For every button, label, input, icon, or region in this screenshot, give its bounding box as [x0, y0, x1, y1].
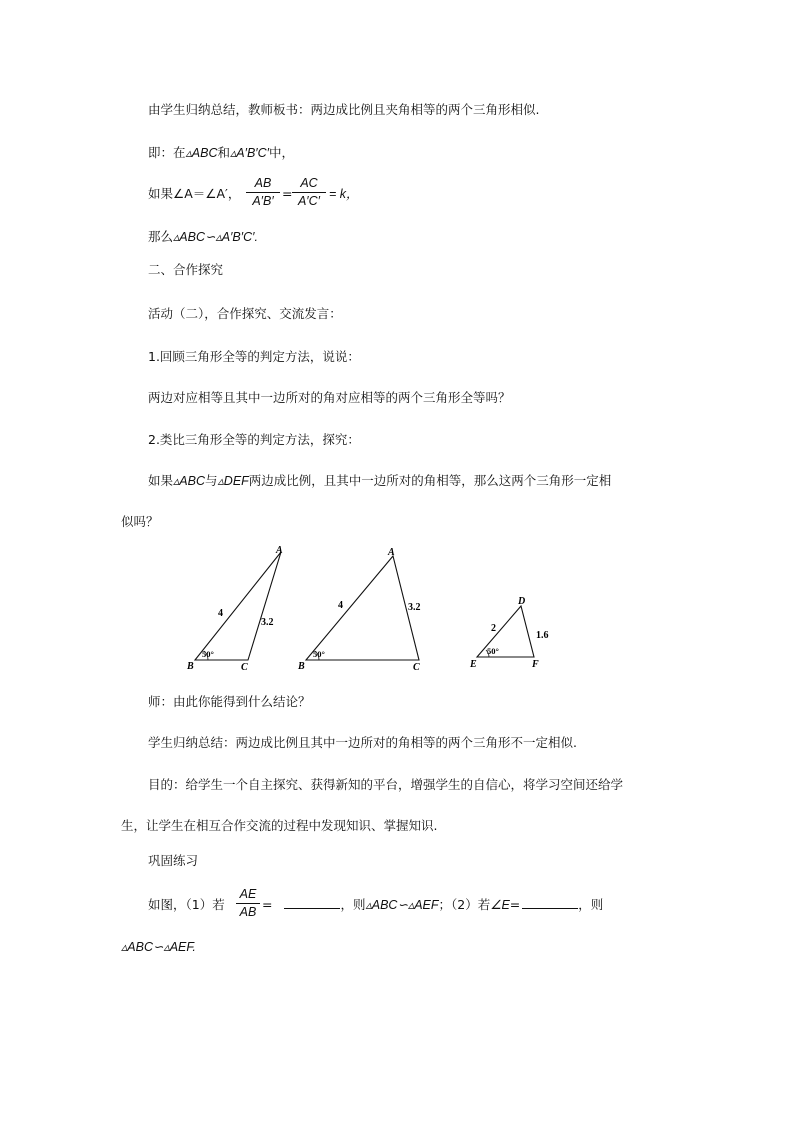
ratio-k: = k，: [329, 187, 359, 201]
condition-and: 和: [217, 145, 231, 160]
t1-angle: 50°: [202, 649, 214, 659]
triangle-1: [195, 552, 281, 660]
student-summary: 学生归纳总结：两边成比例且其中一边所对的角相等的两个三角形不一定相似.: [148, 735, 577, 750]
fraction-ac-over-ac-prime: [292, 176, 326, 209]
t3-side-de: 2: [491, 623, 496, 634]
question-1-body: 两边对应相等且其中一边所对的角对应相等的两个三角形全等吗？: [148, 390, 511, 405]
exercise-then-1: ，则: [340, 897, 366, 912]
condition-suffix: 中，: [269, 145, 295, 160]
triangle-abc-prime: ▵A′B′C′: [230, 146, 270, 160]
fraction-numerator: AB: [254, 176, 272, 190]
triangle-abc: ▵ABC: [173, 474, 205, 488]
t2-label-c: C: [413, 662, 420, 673]
conclusion-similar: [148, 229, 258, 245]
triangle-2: [306, 556, 419, 660]
exercise-then-2: ，则: [578, 897, 604, 912]
activity-title: 活动（二），合作探究、交流发言：: [148, 306, 342, 321]
fraction-numerator: AC: [300, 176, 318, 190]
fraction-denominator: A′B′: [252, 194, 274, 208]
fraction-denominator: AB: [239, 905, 257, 919]
question-2-body-cont: 似吗？: [121, 514, 159, 529]
t1-side-ac: 3.2: [261, 617, 274, 628]
equals-sign: =: [282, 186, 293, 201]
conclusion-prefix: 那么: [148, 229, 174, 244]
fraction-numerator: AE: [239, 887, 257, 901]
answer-blank-1[interactable]: [284, 908, 340, 909]
practice-heading: 巩固练习: [148, 853, 199, 868]
fraction-bar: [246, 192, 280, 193]
triangle-def: ▵DEF: [217, 474, 249, 488]
section-heading: 二、合作探究: [148, 262, 224, 277]
t3-angle: 50°: [487, 646, 499, 656]
t2-label-a: A: [388, 547, 395, 558]
t3-label-d: D: [518, 596, 526, 607]
q2-prefix: 如果: [148, 473, 174, 488]
question-1: 1.回顾三角形全等的判定方法，说说：: [148, 349, 360, 364]
exercise-line-1: [262, 897, 603, 913]
triangle-3: [477, 606, 534, 657]
t2-side-ac: 3.2: [408, 602, 421, 613]
t1-label-c: C: [241, 662, 248, 673]
t1-label-a: A: [276, 545, 283, 556]
purpose-line-1: 目的：给学生一个自主探究、获得新知的平台，增强学生的自信心，将学习空间还给学: [148, 777, 624, 792]
q2-rest: 两边成比例，且其中一边所对的角相等，那么这两个三角形一定相: [248, 473, 612, 488]
t2-angle: 50°: [313, 649, 325, 659]
t2-side-ab: 4: [338, 600, 343, 611]
condition-angle: 如果∠A＝∠A′，: [148, 186, 241, 201]
equals-sign: =: [262, 897, 273, 912]
condition-intro: [148, 145, 294, 161]
fraction-bar: [236, 903, 260, 904]
answer-blank-2[interactable]: [522, 908, 578, 909]
t1-label-b: B: [187, 661, 194, 672]
triangle-abc: ▵ABC: [185, 146, 218, 160]
fraction-bar: [292, 192, 326, 193]
condition-prefix: 即：在: [148, 145, 186, 160]
angle-e: ∠E: [490, 898, 510, 912]
triangles-figure: [180, 540, 560, 680]
equals-sign-2: =: [509, 897, 521, 912]
fraction-ae-over-ab: [236, 887, 260, 920]
t3-label-e: E: [470, 659, 477, 670]
summary-theorem: 由学生归纳总结，教师板书：两边成比例且夹角相等的两个三角形相似.: [148, 102, 540, 117]
t3-side-df: 1.6: [536, 630, 549, 641]
teacher-question: 师：由此你能得到什么结论？: [148, 694, 311, 709]
t1-side-ab: 4: [218, 608, 223, 619]
similarity-relation-1: ▵ABC∽▵AEF: [365, 898, 439, 912]
fraction-ab-over-ab-prime: [246, 176, 280, 209]
fraction-denominator: A′C′: [297, 194, 321, 208]
question-2: 2.类比三角形全等的判定方法，探究：: [148, 432, 360, 447]
q2-mid: 与: [205, 473, 218, 488]
purpose-line-2: 生，让学生在相互合作交流的过程中发现知识、掌握知识.: [121, 818, 438, 833]
t2-label-b: B: [298, 661, 305, 672]
exercise-part-2: ；（2）若: [438, 897, 491, 912]
t3-label-f: F: [532, 659, 539, 670]
question-2-body: [148, 473, 611, 489]
similarity-relation: ▵ABC∽▵A′B′C′.: [173, 230, 258, 244]
exercise-line-2: ▵ABC∽▵AEF.: [121, 940, 196, 954]
exercise-prefix: 如图，（1）若: [148, 897, 225, 912]
